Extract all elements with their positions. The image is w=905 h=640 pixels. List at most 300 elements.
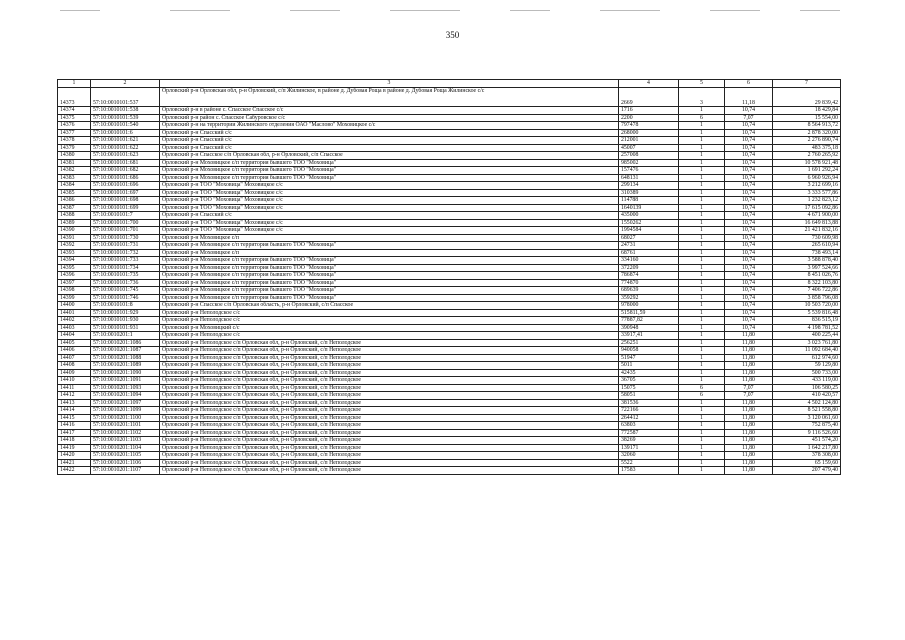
table-row bbox=[58, 294, 841, 302]
rate-value: 10,74 bbox=[725, 287, 773, 295]
category-value: 1 bbox=[679, 129, 725, 137]
location-description: Орловский р-н Неполодское с/п Орловская обл, р-н Орловский, с/п Неполодское bbox=[160, 459, 619, 467]
category-value: 1 bbox=[679, 437, 725, 445]
cadastral-value: 752 875,40 bbox=[773, 422, 841, 430]
cadastral-value: 4 671 900,00 bbox=[773, 212, 841, 220]
category-value: 1 bbox=[679, 467, 725, 475]
cadastral-number: 57:10:0010101:732 bbox=[91, 249, 160, 257]
rate-value: 7,07 bbox=[725, 114, 773, 122]
page-number: 350 bbox=[445, 30, 460, 40]
row-number: 14406 bbox=[58, 347, 91, 355]
cadastral-value: 483 375,18 bbox=[773, 144, 841, 152]
cadastral-number: 57:10:0010201:1097 bbox=[91, 399, 160, 407]
table-row bbox=[58, 107, 841, 115]
category-value: 1 bbox=[679, 137, 725, 145]
rate-value: 10,74 bbox=[725, 309, 773, 317]
cadastral-value: 433 119,00 bbox=[773, 377, 841, 385]
cadastral-value: 3 588 878,40 bbox=[773, 257, 841, 265]
cadastral-value: 2 276 890,74 bbox=[773, 137, 841, 145]
category-value: 1 bbox=[679, 324, 725, 332]
area-value: 689639 bbox=[619, 287, 679, 295]
location-description: Орловский р-н Неполодское с/п Орловская обл, р-н Орловский, с/п Неполодское bbox=[160, 339, 619, 347]
rate-value: 10,74 bbox=[725, 227, 773, 235]
category-value: 1 bbox=[679, 347, 725, 355]
table-row bbox=[58, 392, 841, 400]
cadastral-number: 57:10:0010101:700 bbox=[91, 219, 160, 227]
category-value: 3 bbox=[679, 88, 725, 107]
cadastral-value: 2 760 265,92 bbox=[773, 152, 841, 160]
table-row bbox=[58, 137, 841, 145]
row-number: 14389 bbox=[58, 219, 91, 227]
category-value: 1 bbox=[679, 152, 725, 160]
rate-value: 11,80 bbox=[725, 429, 773, 437]
cadastral-number: 57:10:0010101:699 bbox=[91, 204, 160, 212]
table-row bbox=[58, 407, 841, 415]
row-number: 14380 bbox=[58, 152, 91, 160]
location-description: Орловский р-н Спасское с/п Орловская обл, р-н Орловский, с/п Спасское bbox=[160, 152, 619, 160]
table-row bbox=[58, 144, 841, 152]
area-value: 772587 bbox=[619, 429, 679, 437]
location-description: Орловский р-н Неполодское с/п Орловская обл, р-н Орловский, с/п Неполодское bbox=[160, 414, 619, 422]
cadastral-number: 57:10:0010101:682 bbox=[91, 167, 160, 175]
rate-value: 10,74 bbox=[725, 159, 773, 167]
column-header: 3 bbox=[160, 80, 619, 88]
rate-value: 10,74 bbox=[725, 257, 773, 265]
area-value: 381536 bbox=[619, 399, 679, 407]
cadastral-value: 730 609,98 bbox=[773, 234, 841, 242]
category-value: 1 bbox=[679, 377, 725, 385]
cadastral-value: 9 116 526,60 bbox=[773, 429, 841, 437]
area-value: 1994584 bbox=[619, 227, 679, 235]
cadastral-value: 1 642 217,80 bbox=[773, 444, 841, 452]
table-row bbox=[58, 422, 841, 430]
area-value: 38269 bbox=[619, 437, 679, 445]
cadastral-value: 11 092 684,40 bbox=[773, 347, 841, 355]
row-number: 14407 bbox=[58, 354, 91, 362]
location-description: Орловский р-н Неполодское с/п Орловская обл, р-н Орловский, с/п Неполодское bbox=[160, 422, 619, 430]
table-row bbox=[58, 384, 841, 392]
area-value: 24731 bbox=[619, 242, 679, 250]
cadastral-value: 207 479,40 bbox=[773, 467, 841, 475]
area-value: 435000 bbox=[619, 212, 679, 220]
location-description: Орловский р-н ТОО "Моховица" Моховицкое с/с bbox=[160, 189, 619, 197]
rate-value: 10,74 bbox=[725, 204, 773, 212]
cadastral-number: 57:10:0010101:731 bbox=[91, 242, 160, 250]
area-value: 978000 bbox=[619, 302, 679, 310]
cadastral-number: 57:10:0010101:537 bbox=[91, 88, 160, 107]
cadastral-number: 57:10:0010101:7 bbox=[91, 212, 160, 220]
table-row bbox=[58, 444, 841, 452]
cadastral-number: 57:10:0010201:1093 bbox=[91, 384, 160, 392]
location-description: Орловский р-н ТОО "Моховица" Моховицкое с/с bbox=[160, 197, 619, 205]
row-number: 14399 bbox=[58, 294, 91, 302]
area-value: 359292 bbox=[619, 294, 679, 302]
area-value: 51947 bbox=[619, 354, 679, 362]
cadastral-number: 57:10:0010101:930 bbox=[91, 317, 160, 325]
row-number: 14396 bbox=[58, 272, 91, 280]
area-value: 515811,59 bbox=[619, 309, 679, 317]
row-number: 14398 bbox=[58, 287, 91, 295]
row-number: 14400 bbox=[58, 302, 91, 310]
cadastral-value: 4 502 124,80 bbox=[773, 399, 841, 407]
row-number: 14402 bbox=[58, 317, 91, 325]
area-value: 940058 bbox=[619, 347, 679, 355]
table-row bbox=[58, 264, 841, 272]
rate-value: 10,74 bbox=[725, 317, 773, 325]
location-description: Орловский р-н ТОО "Моховица" Моховицкое с/с bbox=[160, 204, 619, 212]
row-number: 14391 bbox=[58, 234, 91, 242]
rate-value: 11,80 bbox=[725, 452, 773, 460]
location-description: Орловский р-н Моховицкий с/с bbox=[160, 324, 619, 332]
rate-value: 11,80 bbox=[725, 362, 773, 370]
location-description: Орловский р-н Спасский с/с bbox=[160, 129, 619, 137]
rate-value: 10,74 bbox=[725, 279, 773, 287]
cadastral-number: 57:10:0010201:1094 bbox=[91, 392, 160, 400]
location-description: Орловский р-н Неполодское с/п Орловская обл, р-н Орловский, с/п Неполодское bbox=[160, 429, 619, 437]
location-description: Орловский р-н район с. Спасское Сабуровское с/с bbox=[160, 114, 619, 122]
category-value: 1 bbox=[679, 159, 725, 167]
cadastral-value: 18 429,84 bbox=[773, 107, 841, 115]
area-value: 299134 bbox=[619, 182, 679, 190]
location-description: Орловский р-н в районе с. Спасское Спасское с/с bbox=[160, 107, 619, 115]
row-number: 14390 bbox=[58, 227, 91, 235]
rate-value: 10,74 bbox=[725, 174, 773, 182]
rate-value: 10,74 bbox=[725, 197, 773, 205]
category-value: 1 bbox=[679, 294, 725, 302]
area-value: 390948 bbox=[619, 324, 679, 332]
cadastral-number: 57:10:0010101:929 bbox=[91, 309, 160, 317]
location-description: Орловский р-н Моховицкое с/п территория бывшего ТОО "Моховица" bbox=[160, 264, 619, 272]
rate-value: 11,80 bbox=[725, 332, 773, 340]
location-description: Орловский р-н Неполодское с/с bbox=[160, 317, 619, 325]
table-row bbox=[58, 347, 841, 355]
category-value: 1 bbox=[679, 204, 725, 212]
location-description: Орловский р-н Неполодское с/п Орловская обл, р-н Орловский, с/п Неполодское bbox=[160, 369, 619, 377]
cadastral-number: 57:10:0010101:734 bbox=[91, 264, 160, 272]
cadastral-value: 10 578 921,48 bbox=[773, 159, 841, 167]
location-description: Орловский р-н Неполодское с/п Орловская обл, р-н Орловский, с/п Неполодское bbox=[160, 377, 619, 385]
area-value: 33917,41 bbox=[619, 332, 679, 340]
cadastral-number: 57:10:0010101:735 bbox=[91, 272, 160, 280]
area-value: 139171 bbox=[619, 444, 679, 452]
cadastral-number: 57:10:0010201:1 bbox=[91, 332, 160, 340]
rate-value: 11,80 bbox=[725, 422, 773, 430]
category-value: 1 bbox=[679, 429, 725, 437]
area-value: 58051 bbox=[619, 392, 679, 400]
location-description: Орловский р-н Неполодское с/с bbox=[160, 332, 619, 340]
row-number: 14383 bbox=[58, 174, 91, 182]
row-number: 14377 bbox=[58, 129, 91, 137]
cadastral-number: 57:10:0010101:6 bbox=[91, 129, 160, 137]
cadastral-number: 57:10:0010201:1090 bbox=[91, 369, 160, 377]
rate-value: 10,74 bbox=[725, 152, 773, 160]
cadastral-value: 2 878 320,00 bbox=[773, 129, 841, 137]
rate-value: 10,74 bbox=[725, 242, 773, 250]
column-header: 1 bbox=[58, 80, 91, 88]
cadastral-number: 57:10:0010101:621 bbox=[91, 137, 160, 145]
area-value: 774870 bbox=[619, 279, 679, 287]
location-description: Орловский р-н Неполодское с/п Орловская обл, р-н Орловский, с/п Неполодское bbox=[160, 467, 619, 475]
area-value: 5011 bbox=[619, 362, 679, 370]
table-row bbox=[58, 279, 841, 287]
row-number: 14374 bbox=[58, 107, 91, 115]
table-row bbox=[58, 354, 841, 362]
scan-top-marks bbox=[60, 10, 860, 16]
table-row bbox=[58, 309, 841, 317]
row-number: 14401 bbox=[58, 309, 91, 317]
cadastral-number: 57:10:0010201:1091 bbox=[91, 377, 160, 385]
area-value: 5522 bbox=[619, 459, 679, 467]
rate-value: 11,80 bbox=[725, 444, 773, 452]
category-value: 1 bbox=[679, 234, 725, 242]
cadastral-value: 6 960 926,94 bbox=[773, 174, 841, 182]
cadastral-number: 57:10:0010101:622 bbox=[91, 144, 160, 152]
category-value: 1 bbox=[679, 264, 725, 272]
cadastral-number: 57:10:0010101:746 bbox=[91, 294, 160, 302]
category-value: 1 bbox=[679, 362, 725, 370]
cadastral-number: 57:10:0010101:697 bbox=[91, 189, 160, 197]
rate-value: 10,74 bbox=[725, 324, 773, 332]
location-description: Орловский р-н Неполодское с/п Орловская обл, р-н Орловский, с/п Неполодское bbox=[160, 362, 619, 370]
rate-value: 10,74 bbox=[725, 212, 773, 220]
cadastral-value: 3 997 524,66 bbox=[773, 264, 841, 272]
category-value: 1 bbox=[679, 414, 725, 422]
category-value: 1 bbox=[679, 272, 725, 280]
category-value: 6 bbox=[679, 114, 725, 122]
row-number: 14387 bbox=[58, 204, 91, 212]
cadastral-number: 57:10:0010101:623 bbox=[91, 152, 160, 160]
location-description: Орловский р-н Неполодское с/п Орловская обл, р-н Орловский, с/п Неполодское bbox=[160, 444, 619, 452]
row-number: 14388 bbox=[58, 212, 91, 220]
rate-value: 10,74 bbox=[725, 122, 773, 130]
category-value: 6 bbox=[679, 392, 725, 400]
location-description: Орловский р-н Моховицкое с/п территория бывшего ТОО "Моховица" bbox=[160, 174, 619, 182]
location-description: Орловский р-н Неполодское с/п Орловская обл, р-н Орловский, с/п Неполодское bbox=[160, 407, 619, 415]
row-number: 14373 bbox=[58, 88, 91, 107]
area-value: 15075 bbox=[619, 384, 679, 392]
cadastral-number: 57:10:0010201:1103 bbox=[91, 437, 160, 445]
cadastral-number: 57:10:0010101:698 bbox=[91, 197, 160, 205]
row-number: 14408 bbox=[58, 362, 91, 370]
cadastral-number: 57:10:0010101:538 bbox=[91, 107, 160, 115]
rate-value: 11,80 bbox=[725, 369, 773, 377]
cadastral-value: 106 580,25 bbox=[773, 384, 841, 392]
category-value: 1 bbox=[679, 369, 725, 377]
row-number: 14385 bbox=[58, 189, 91, 197]
cadastral-number: 57:10:0010101:733 bbox=[91, 257, 160, 265]
table-row bbox=[58, 317, 841, 325]
rate-value: 10,74 bbox=[725, 144, 773, 152]
cadastral-number: 57:10:0010201:1088 bbox=[91, 354, 160, 362]
table-row bbox=[58, 369, 841, 377]
rate-value: 11,80 bbox=[725, 377, 773, 385]
table-row bbox=[58, 227, 841, 235]
location-description: Орловский р-н Спасский с/с bbox=[160, 137, 619, 145]
cadastral-value: 5 539 816,48 bbox=[773, 309, 841, 317]
location-description: Орловский р-н Неполодское с/п Орловская обл, р-н Орловский, с/п Неполодское bbox=[160, 452, 619, 460]
column-header: 7 bbox=[773, 80, 841, 88]
area-value: 32060 bbox=[619, 452, 679, 460]
rate-value: 10,74 bbox=[725, 272, 773, 280]
cadastral-number: 57:10:0010201:1086 bbox=[91, 339, 160, 347]
category-value: 1 bbox=[679, 144, 725, 152]
category-value: 1 bbox=[679, 249, 725, 257]
location-description: Орловский р-н Моховицкое с/п территория бывшего ТОО "Моховица" bbox=[160, 159, 619, 167]
row-number: 14382 bbox=[58, 167, 91, 175]
rate-value: 11,80 bbox=[725, 459, 773, 467]
category-value: 1 bbox=[679, 309, 725, 317]
table-row bbox=[58, 287, 841, 295]
row-number: 14393 bbox=[58, 249, 91, 257]
cadastral-number: 57:10:0010101:8 bbox=[91, 302, 160, 310]
table-row bbox=[58, 332, 841, 340]
area-value: 256251 bbox=[619, 339, 679, 347]
cadastral-number: 57:10:0010201:1101 bbox=[91, 422, 160, 430]
table-row bbox=[58, 174, 841, 182]
table-row bbox=[58, 362, 841, 370]
table-row bbox=[58, 219, 841, 227]
rate-value: 11,80 bbox=[725, 354, 773, 362]
location-description: Орловский р-н Моховицкое с/п территория бывшего ТОО "Моховица" bbox=[160, 257, 619, 265]
rate-value: 11,80 bbox=[725, 437, 773, 445]
location-description: Орловский р-н Спасский с/с bbox=[160, 144, 619, 152]
location-description: Орловский р-н на территории Жилинского отделения ОАО "Маслово" Моховицкое с/с bbox=[160, 122, 619, 130]
cadastral-value: 7 406 722,86 bbox=[773, 287, 841, 295]
cadastral-value: 8 521 558,80 bbox=[773, 407, 841, 415]
category-value: 1 bbox=[679, 452, 725, 460]
cadastral-number: 57:10:0010101:736 bbox=[91, 279, 160, 287]
category-value: 1 bbox=[679, 212, 725, 220]
table-row bbox=[58, 167, 841, 175]
category-value: 1 bbox=[679, 219, 725, 227]
area-value: 63803 bbox=[619, 422, 679, 430]
cadastral-number: 57:10:0010201:1087 bbox=[91, 347, 160, 355]
rate-value: 7,07 bbox=[725, 384, 773, 392]
category-value: 1 bbox=[679, 279, 725, 287]
row-number: 14416 bbox=[58, 422, 91, 430]
table-row-first bbox=[58, 88, 841, 107]
row-number: 14405 bbox=[58, 339, 91, 347]
category-value: 1 bbox=[679, 242, 725, 250]
table-row bbox=[58, 152, 841, 160]
rate-value: 11,80 bbox=[725, 347, 773, 355]
category-value: 6 bbox=[679, 384, 725, 392]
table-row bbox=[58, 452, 841, 460]
area-value: 42435 bbox=[619, 369, 679, 377]
rate-value: 11,80 bbox=[725, 407, 773, 415]
row-number: 14419 bbox=[58, 444, 91, 452]
cadastral-number: 57:10:0010201:1100 bbox=[91, 414, 160, 422]
table-row bbox=[58, 414, 841, 422]
area-value: 114788 bbox=[619, 197, 679, 205]
rate-value: 11,80 bbox=[725, 399, 773, 407]
area-value: 264412 bbox=[619, 414, 679, 422]
row-number: 14420 bbox=[58, 452, 91, 460]
category-value: 1 bbox=[679, 339, 725, 347]
rate-value: 11,80 bbox=[725, 414, 773, 422]
cadastral-value: 8 564 913,72 bbox=[773, 122, 841, 130]
area-value: 257008 bbox=[619, 152, 679, 160]
cadastral-value: 451 574,20 bbox=[773, 437, 841, 445]
table-row bbox=[58, 399, 841, 407]
table-row bbox=[58, 257, 841, 265]
cadastral-number: 57:10:0010101:696 bbox=[91, 182, 160, 190]
table-row bbox=[58, 302, 841, 310]
table-row bbox=[58, 189, 841, 197]
row-number: 14375 bbox=[58, 114, 91, 122]
category-value: 1 bbox=[679, 167, 725, 175]
row-number: 14413 bbox=[58, 399, 91, 407]
location-description: Орловский р-н Спасское с/п Орловская область, р-н Орловский, с/п Спасское bbox=[160, 302, 619, 310]
rate-value: 7,07 bbox=[725, 392, 773, 400]
category-value: 1 bbox=[679, 227, 725, 235]
location-description: Орловский р-н Неполодское с/п Орловская обл, р-н Орловский, с/п Неполодское bbox=[160, 384, 619, 392]
location-description: Орловский р-н Неполодское с/п Орловская обл, р-н Орловский, с/п Неполодское bbox=[160, 347, 619, 355]
location-description: Орловский р-н Неполодское с/п Орловская обл, р-н Орловский, с/п Неполодское bbox=[160, 392, 619, 400]
area-value: 268000 bbox=[619, 129, 679, 137]
table-row bbox=[58, 429, 841, 437]
table-row bbox=[58, 182, 841, 190]
cadastral-value: 21 421 832,16 bbox=[773, 227, 841, 235]
location-description: Орловский р-н Моховицкое с/п территория бывшего ТОО "Моховица" bbox=[160, 287, 619, 295]
cadastral-number: 57:10:0010101:931 bbox=[91, 324, 160, 332]
cadastral-value: 15 554,00 bbox=[773, 114, 841, 122]
column-number-row bbox=[58, 80, 841, 88]
area-value: 2200 bbox=[619, 114, 679, 122]
cadastral-value: 400 225,44 bbox=[773, 332, 841, 340]
cadastral-value: 265 610,94 bbox=[773, 242, 841, 250]
category-value: 1 bbox=[679, 302, 725, 310]
location-description: Орловский р-н Моховицкое с/п территория бывшего ТОО "Моховица" bbox=[160, 167, 619, 175]
rate-value: 11,80 bbox=[725, 339, 773, 347]
category-value: 1 bbox=[679, 407, 725, 415]
rate-value: 10,74 bbox=[725, 129, 773, 137]
location-description: Орловский р-н Неполодское с/п Орловская обл, р-н Орловский, с/п Неполодское bbox=[160, 399, 619, 407]
cadastral-value: 8 322 103,80 bbox=[773, 279, 841, 287]
cadastral-number: 57:10:0010201:1106 bbox=[91, 459, 160, 467]
rate-value: 11,80 bbox=[725, 467, 773, 475]
cadastral-value: 4 198 781,52 bbox=[773, 324, 841, 332]
rate-value: 10,74 bbox=[725, 294, 773, 302]
table-row bbox=[58, 272, 841, 280]
location-description: Орловский р-н Моховицкое с/п территория бывшего ТОО "Моховица" bbox=[160, 294, 619, 302]
table-row bbox=[58, 324, 841, 332]
row-number: 14414 bbox=[58, 407, 91, 415]
cadastral-value: 378 308,00 bbox=[773, 452, 841, 460]
row-number: 14384 bbox=[58, 182, 91, 190]
category-value: 1 bbox=[679, 459, 725, 467]
area-value: 648131 bbox=[619, 174, 679, 182]
rate-value: 10,74 bbox=[725, 182, 773, 190]
location-description: Орловский р-н Неполодское с/п Орловская обл, р-н Орловский, с/п Неполодское bbox=[160, 437, 619, 445]
location-description: Орловский р-н ТОО "Моховица" Моховицкое с/с bbox=[160, 219, 619, 227]
location-description: Орловский р-н Неполодское с/п Орловская обл, р-н Орловский, с/п Неполодское bbox=[160, 354, 619, 362]
table-row bbox=[58, 159, 841, 167]
cadastral-value: 500 733,00 bbox=[773, 369, 841, 377]
area-value: 212001 bbox=[619, 137, 679, 145]
cadastral-value: 1 691 292,24 bbox=[773, 167, 841, 175]
area-value: 372209 bbox=[619, 264, 679, 272]
rate-value: 10,74 bbox=[725, 107, 773, 115]
rate-value: 11,18 bbox=[725, 88, 773, 107]
category-value: 1 bbox=[679, 422, 725, 430]
cadastral-table bbox=[57, 79, 841, 475]
rate-value: 10,74 bbox=[725, 189, 773, 197]
row-number: 14376 bbox=[58, 122, 91, 130]
row-number: 14394 bbox=[58, 257, 91, 265]
row-number: 14403 bbox=[58, 324, 91, 332]
cadastral-number: 57:10:0010101:686 bbox=[91, 174, 160, 182]
